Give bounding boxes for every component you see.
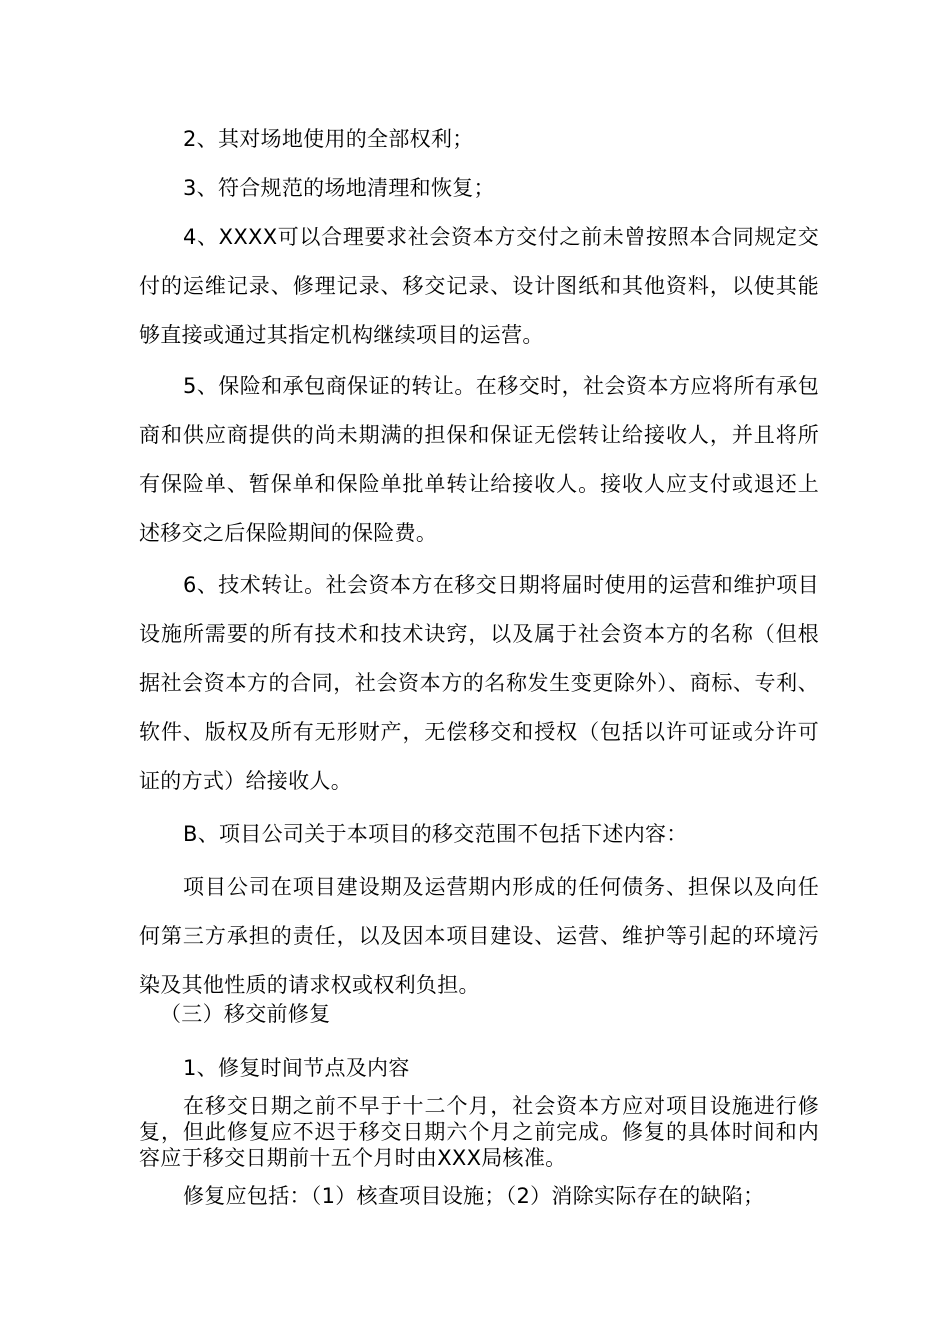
paragraph-item-5: 5、保险和承包商保证的转让。在移交时，社会资本方应将所有承包商和供应商提供的尚未期满的担保和保证无偿转让给接收人，并且将所有保险单、暂保单和保险单批单转让给接收人。接收人应支付或退还上述移交之后保险期间的保险费。 [139, 374, 819, 545]
paragraph-exclusions: 项目公司在项目建设期及运营期内形成的任何债务、担保以及向任何第三方承担的责任，以及因本项目建设、运营、维护等引起的环境污染及其他性质的请求权或权利负担。 [139, 875, 819, 997]
paragraph-section-b: B、项目公司关于本项目的移交范围不包括下述内容： [183, 822, 688, 846]
paragraph-repair-includes: 修复应包括：（1）核查项目设施；（2）消除实际存在的缺陷； [183, 1184, 765, 1208]
paragraph-item-6: 6、技术转让。社会资本方在移交日期将届时使用的运营和维护项目设施所需要的所有技术和技术诀窍，以及属于社会资本方的名称（但根据社会资本方的合同，社会资本方的名称发生变更除外）、商标、专利、软件、版权及所有无形财产，无偿移交和授权（包括以许可证或分许可证的方式）给接收人。 [139, 573, 819, 793]
paragraph-repair-timing: 在移交日期之前不早于十二个月，社会资本方应对项目设施进行修复，但此修复应不迟于移交日期六个月之前完成。修复的具体时间和内容应于移交日期前十五个月时由XXX局核准。 [139, 1094, 819, 1170]
paragraph-item-2: 2、其对场地使用的全部权利； [183, 127, 474, 151]
subheading-repair-timing: 1、修复时间节点及内容 [183, 1056, 410, 1080]
section-heading-pre-transfer-repair: （三）移交前修复 [160, 1002, 331, 1026]
paragraph-item-3: 3、符合规范的场地清理和恢复； [183, 176, 495, 200]
paragraph-item-4: 4、XXXX可以合理要求社会资本方交付之前未曾按照本合同规定交付的运维记录、修理记录、移交记录、设计图纸和其他资料，以使其能够直接或通过其指定机构继续项目的运营。 [139, 225, 819, 347]
